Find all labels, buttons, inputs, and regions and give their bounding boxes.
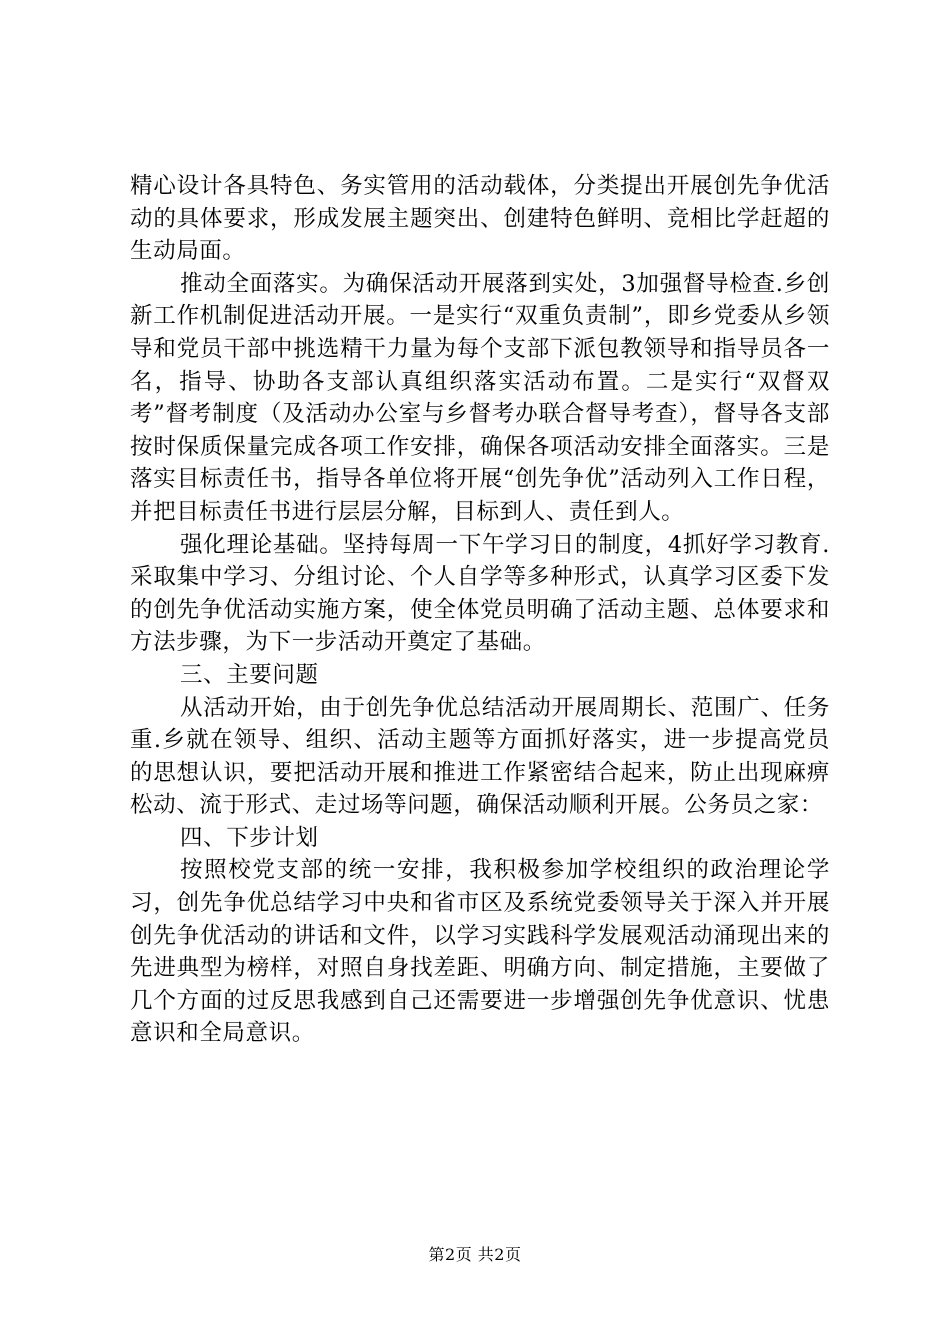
paragraph-problems: 从活动开始，由于创先争优总结活动开展周期长、范围广、任务重.乡就在领导、组织、活动主题等方面抓好落实，进一步提高党员的思想认识，要把活动开展和推进工作紧密结合起来，防止出现麻痹松动、流于形式、走过场等问题，确保活动顺利开展。公务员之家：	[130, 694, 830, 819]
paragraph-theory: 强化理论基础。坚持每周一下午学习日的制度，4抓好学习教育.采取集中学习、分组讨论、个人自学等多种形式，认真学习区委下发的创先争优活动实施方案，使全体党员明确了活动主题、总体要求和方法步骤，为下一步活动开奠定了基础。	[130, 531, 830, 656]
paragraph-continuation: 精心设计各具特色、务实管用的活动载体，分类提出开展创先争优活动的具体要求，形成发展主题突出、创建特色鲜明、竞相比学赶超的生动局面。	[130, 173, 830, 265]
paragraph-implementation: 推动全面落实。为确保活动开展落到实处，3加强督导检查.乡创新工作机制促进活动开展。一是实行“双重负责制”，即乡党委从乡领导和党员干部中挑选精干力量为每个支部下派包教领导和指导员各一名，指导、协助各支部认真组织落实活动布置。二是实行“双督双考”督考制度（及活动办公室与乡督考办联合督导考查），督导各支部按时保质保量完成各项工作安排，确保各项活动安排全面落实。三是落实目标责任书，指导各单位将开展“创先争优”活动列入工作日程，并把目标责任书进行层层分解，目标到人、责任到人。	[130, 270, 830, 525]
document-body	[130, 170, 830, 1050]
paragraph-plan: 按照校党支部的统一安排，我积极参加学校组织的政治理论学习，创先争优总结学习中央和省市区及系统党委领导关于深入并开展创先争优活动的讲话和文件，以学习实践科学发展观活动涌现出来的先进典型为榜样，对照自身找差距、明确方向、制定措施，主要做了几个方面的过反思我感到自己还需要进一步增强创先争优意识、忧患意识和全局意识。	[130, 857, 830, 1047]
section-heading-problems: 三、主要问题	[180, 661, 319, 688]
section-heading-plan: 四、下步计划	[180, 824, 319, 851]
page-number-footer: 第2页 共2页	[428, 1245, 522, 1264]
